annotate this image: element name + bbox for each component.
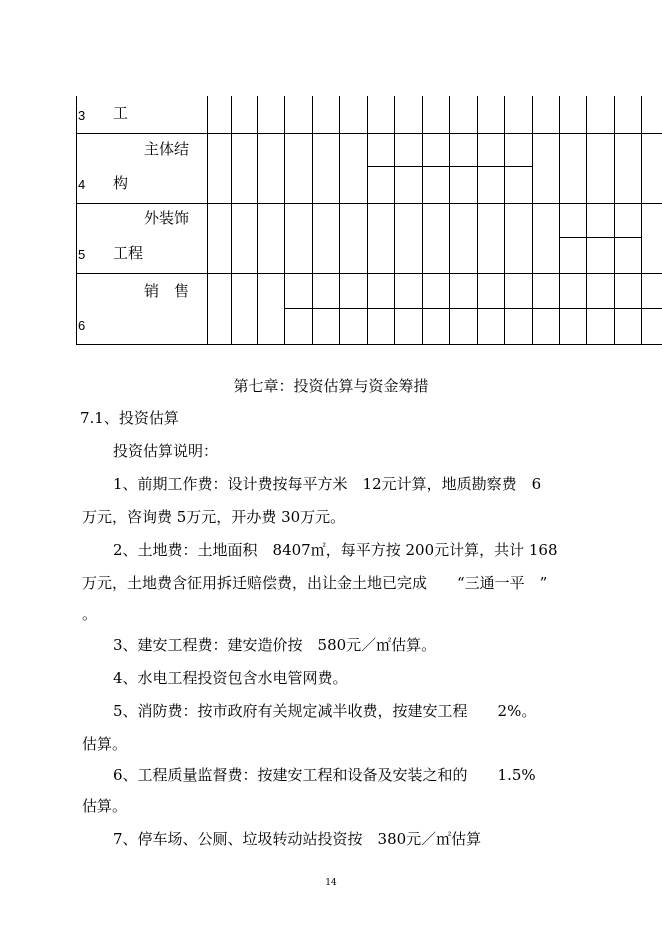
schedule-bar: [284, 308, 662, 309]
table-column-rule: [477, 96, 478, 344]
row-number: 5: [78, 247, 86, 262]
paragraph-line: 1、前期工作费：设计费按每平方米 12元计算，地质勘察费 6: [113, 475, 542, 493]
table-column-rule: [367, 96, 368, 344]
paragraph-line: 估算。: [82, 735, 128, 753]
table-column-rule: [449, 96, 450, 344]
section-heading: 7.1、投资估算: [80, 409, 179, 427]
table-column-rule: [339, 96, 340, 344]
page-number: 14: [325, 878, 337, 888]
table-rule: [76, 344, 662, 345]
intro-text: 投资估算说明：: [113, 442, 219, 460]
table-column-rule: [257, 96, 258, 344]
paragraph-line: 万元，土地费含征用拆迁赔偿费，出让金土地已完成 “三通一平 ”: [82, 574, 548, 592]
table-column-rule: [586, 96, 587, 344]
row-label: 工程: [113, 244, 144, 262]
paragraph-line: 2、土地费：土地面积 8407㎡，每平方按 200元计算，共计 168: [113, 541, 558, 559]
table-column-rule: [504, 96, 505, 344]
table-column-rule: [207, 96, 208, 344]
table-rule: [76, 203, 662, 204]
row-label: 主体结: [144, 140, 190, 158]
row-label: 工: [113, 104, 129, 122]
schedule-bar: [367, 166, 532, 167]
table-column-rule: [559, 96, 560, 344]
paragraph-line: 5、消防费：按市政府有关规定减半收费，按建安工程 2%。: [113, 702, 537, 720]
schedule-bar: [559, 237, 641, 238]
paragraph-line: 。: [82, 605, 98, 623]
paragraph-line: 7、停车场、公厕、垃圾转动站投资按 380元／㎡估算: [113, 830, 482, 848]
paragraph-line: 6、工程质量监督费：按建安工程和设备及安装之和的 1.5%: [113, 766, 536, 784]
table-column-rule: [532, 96, 533, 344]
table-column-rule: [76, 96, 77, 344]
table-column-rule: [231, 96, 232, 344]
table-column-rule: [284, 96, 285, 344]
table-column-rule: [394, 96, 395, 344]
row-number: 6: [78, 318, 86, 333]
paragraph-line: 万元，咨询费 5万元，开办费 30万元。: [82, 508, 346, 526]
paragraph-line: 4、水电工程投资包含水电管网费。: [113, 669, 348, 687]
table-rule: [76, 273, 662, 274]
row-number: 4: [78, 177, 86, 192]
table-column-rule: [312, 96, 313, 344]
table-rule: [76, 133, 662, 134]
paragraph-line: 3、建安工程费：建安造价按 580元／㎡估算。: [113, 636, 437, 654]
schedule-table: [76, 96, 662, 344]
chapter-title: 第七章：投资估算与资金筹措: [233, 377, 429, 395]
table-column-rule: [422, 96, 423, 344]
row-number: 3: [78, 108, 86, 123]
paragraph-line: 估算。: [82, 797, 128, 815]
row-label: 构: [113, 174, 129, 192]
row-label: 外装饰: [144, 209, 190, 227]
table-column-rule: [641, 96, 642, 344]
row-label: 销 售: [144, 282, 190, 300]
table-column-rule: [614, 96, 615, 344]
